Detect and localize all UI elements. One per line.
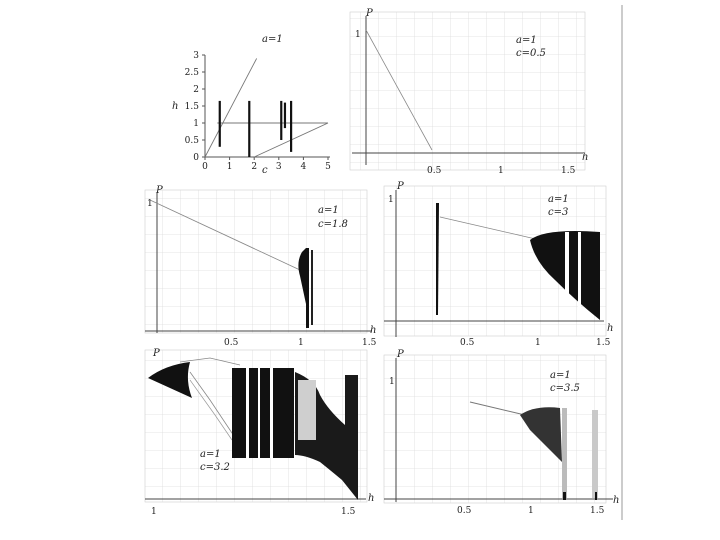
- p6-tick-mark-1: [563, 492, 566, 500]
- p6-strip-2: [592, 410, 598, 498]
- p6-annotation-c: c=3.5: [550, 383, 580, 394]
- p2-ylabel: P: [366, 8, 373, 19]
- p1-ytick-label-0: 0: [193, 153, 199, 163]
- p3-strip-1: [306, 248, 309, 328]
- p5-annotation-a: a=1: [200, 449, 221, 460]
- p3-xtick-05: 0.5: [224, 338, 239, 348]
- p1-ytick-label-6: 3: [193, 51, 199, 61]
- p3-ytick-1: 1: [147, 199, 153, 209]
- p1-ytick-label-5: 2.5: [184, 68, 199, 78]
- p6-ytick-1: 1: [389, 377, 395, 387]
- p1-lines: [205, 58, 328, 157]
- p2-frame: [350, 12, 585, 170]
- p5-xlabel: h: [368, 493, 375, 504]
- p2-annotation-c: c=0.5: [516, 48, 546, 59]
- p4-xlabel: h: [607, 323, 614, 334]
- p6-annotation-a: a=1: [550, 370, 571, 381]
- p5-dense-block: [232, 368, 294, 458]
- p3-annotation-c: c=1.8: [318, 219, 348, 230]
- panel-6: [384, 349, 619, 516]
- p6-frame: [384, 355, 606, 503]
- panel-5: [145, 348, 374, 517]
- p4-gap-2: [578, 232, 581, 312]
- p1-ytick-label-3: 1.5: [184, 102, 199, 112]
- p4-gap-1: [565, 232, 569, 304]
- p5-gap-1: [246, 368, 249, 458]
- p5-annotation-c: c=3.2: [200, 462, 230, 473]
- panel-1: [172, 34, 331, 176]
- p2-xtick-1: 1: [498, 166, 504, 176]
- p3-xlabel: h: [370, 325, 377, 336]
- p1-xtick-label-0: 0: [202, 162, 208, 172]
- p1-ytick-label-2: 1: [193, 119, 199, 129]
- panel-4: [384, 181, 613, 348]
- p2-xlabel: h: [582, 152, 589, 163]
- p1-y-ticks: [185, 51, 205, 163]
- p3-annotation-a: a=1: [318, 205, 339, 216]
- p1-annotation: a=1: [262, 34, 283, 45]
- p1-ytick-label-1: 0.5: [184, 136, 199, 146]
- p4-annotation-c: c=3: [548, 207, 569, 218]
- p6-xtick-1: 1: [528, 506, 534, 516]
- p1-xtick-label-2: 2: [251, 162, 258, 172]
- p1-xtick-label-3: 3: [275, 162, 282, 172]
- p6-ylabel: P: [397, 349, 404, 360]
- p6-strip-1: [562, 408, 567, 498]
- panel-2: [350, 8, 588, 176]
- p1-xtick-label-5: 5: [325, 162, 331, 172]
- p4-xtick-1: 1: [535, 338, 541, 348]
- p1-ylabel: h: [172, 101, 179, 112]
- p1-xlabel: c: [262, 165, 268, 176]
- p5-xtick-15: 1.5: [341, 507, 356, 517]
- p4-xtick-05: 0.5: [460, 338, 475, 348]
- p3-ylabel: P: [156, 185, 163, 196]
- panel-3: [145, 185, 377, 348]
- p6-tick-mark-2: [595, 492, 597, 500]
- p5-ylabel: P: [153, 348, 160, 359]
- p2-ytick-1: 1: [355, 30, 361, 40]
- p1-ytick-label-4: 2: [193, 85, 199, 95]
- p2-annotation-a: a=1: [516, 35, 537, 46]
- p3-xtick-1: 1: [298, 338, 304, 348]
- p3-xtick-15: 1.5: [362, 338, 377, 348]
- p6-xtick-15: 1.5: [590, 506, 605, 516]
- p1-xtick-label-4: 4: [300, 162, 307, 172]
- p5-gap-3: [270, 368, 273, 458]
- p4-xtick-15: 1.5: [596, 338, 611, 348]
- p4-annotation-a: a=1: [548, 194, 569, 205]
- p2-xtick-05: 0.5: [427, 166, 442, 176]
- p5-xtick-1: 1: [151, 507, 157, 517]
- p5-gap-2: [258, 368, 260, 458]
- p6-xtick-05: 0.5: [457, 506, 472, 516]
- p6-xlabel: h: [613, 495, 620, 506]
- p5-window: [298, 380, 316, 440]
- p2-xtick-15: 1.5: [561, 166, 576, 176]
- p4-ylabel: P: [397, 181, 404, 192]
- p3-strip-2: [311, 250, 313, 325]
- p1-xtick-label-1: 1: [226, 162, 233, 172]
- p4-ytick-1: 1: [388, 195, 394, 205]
